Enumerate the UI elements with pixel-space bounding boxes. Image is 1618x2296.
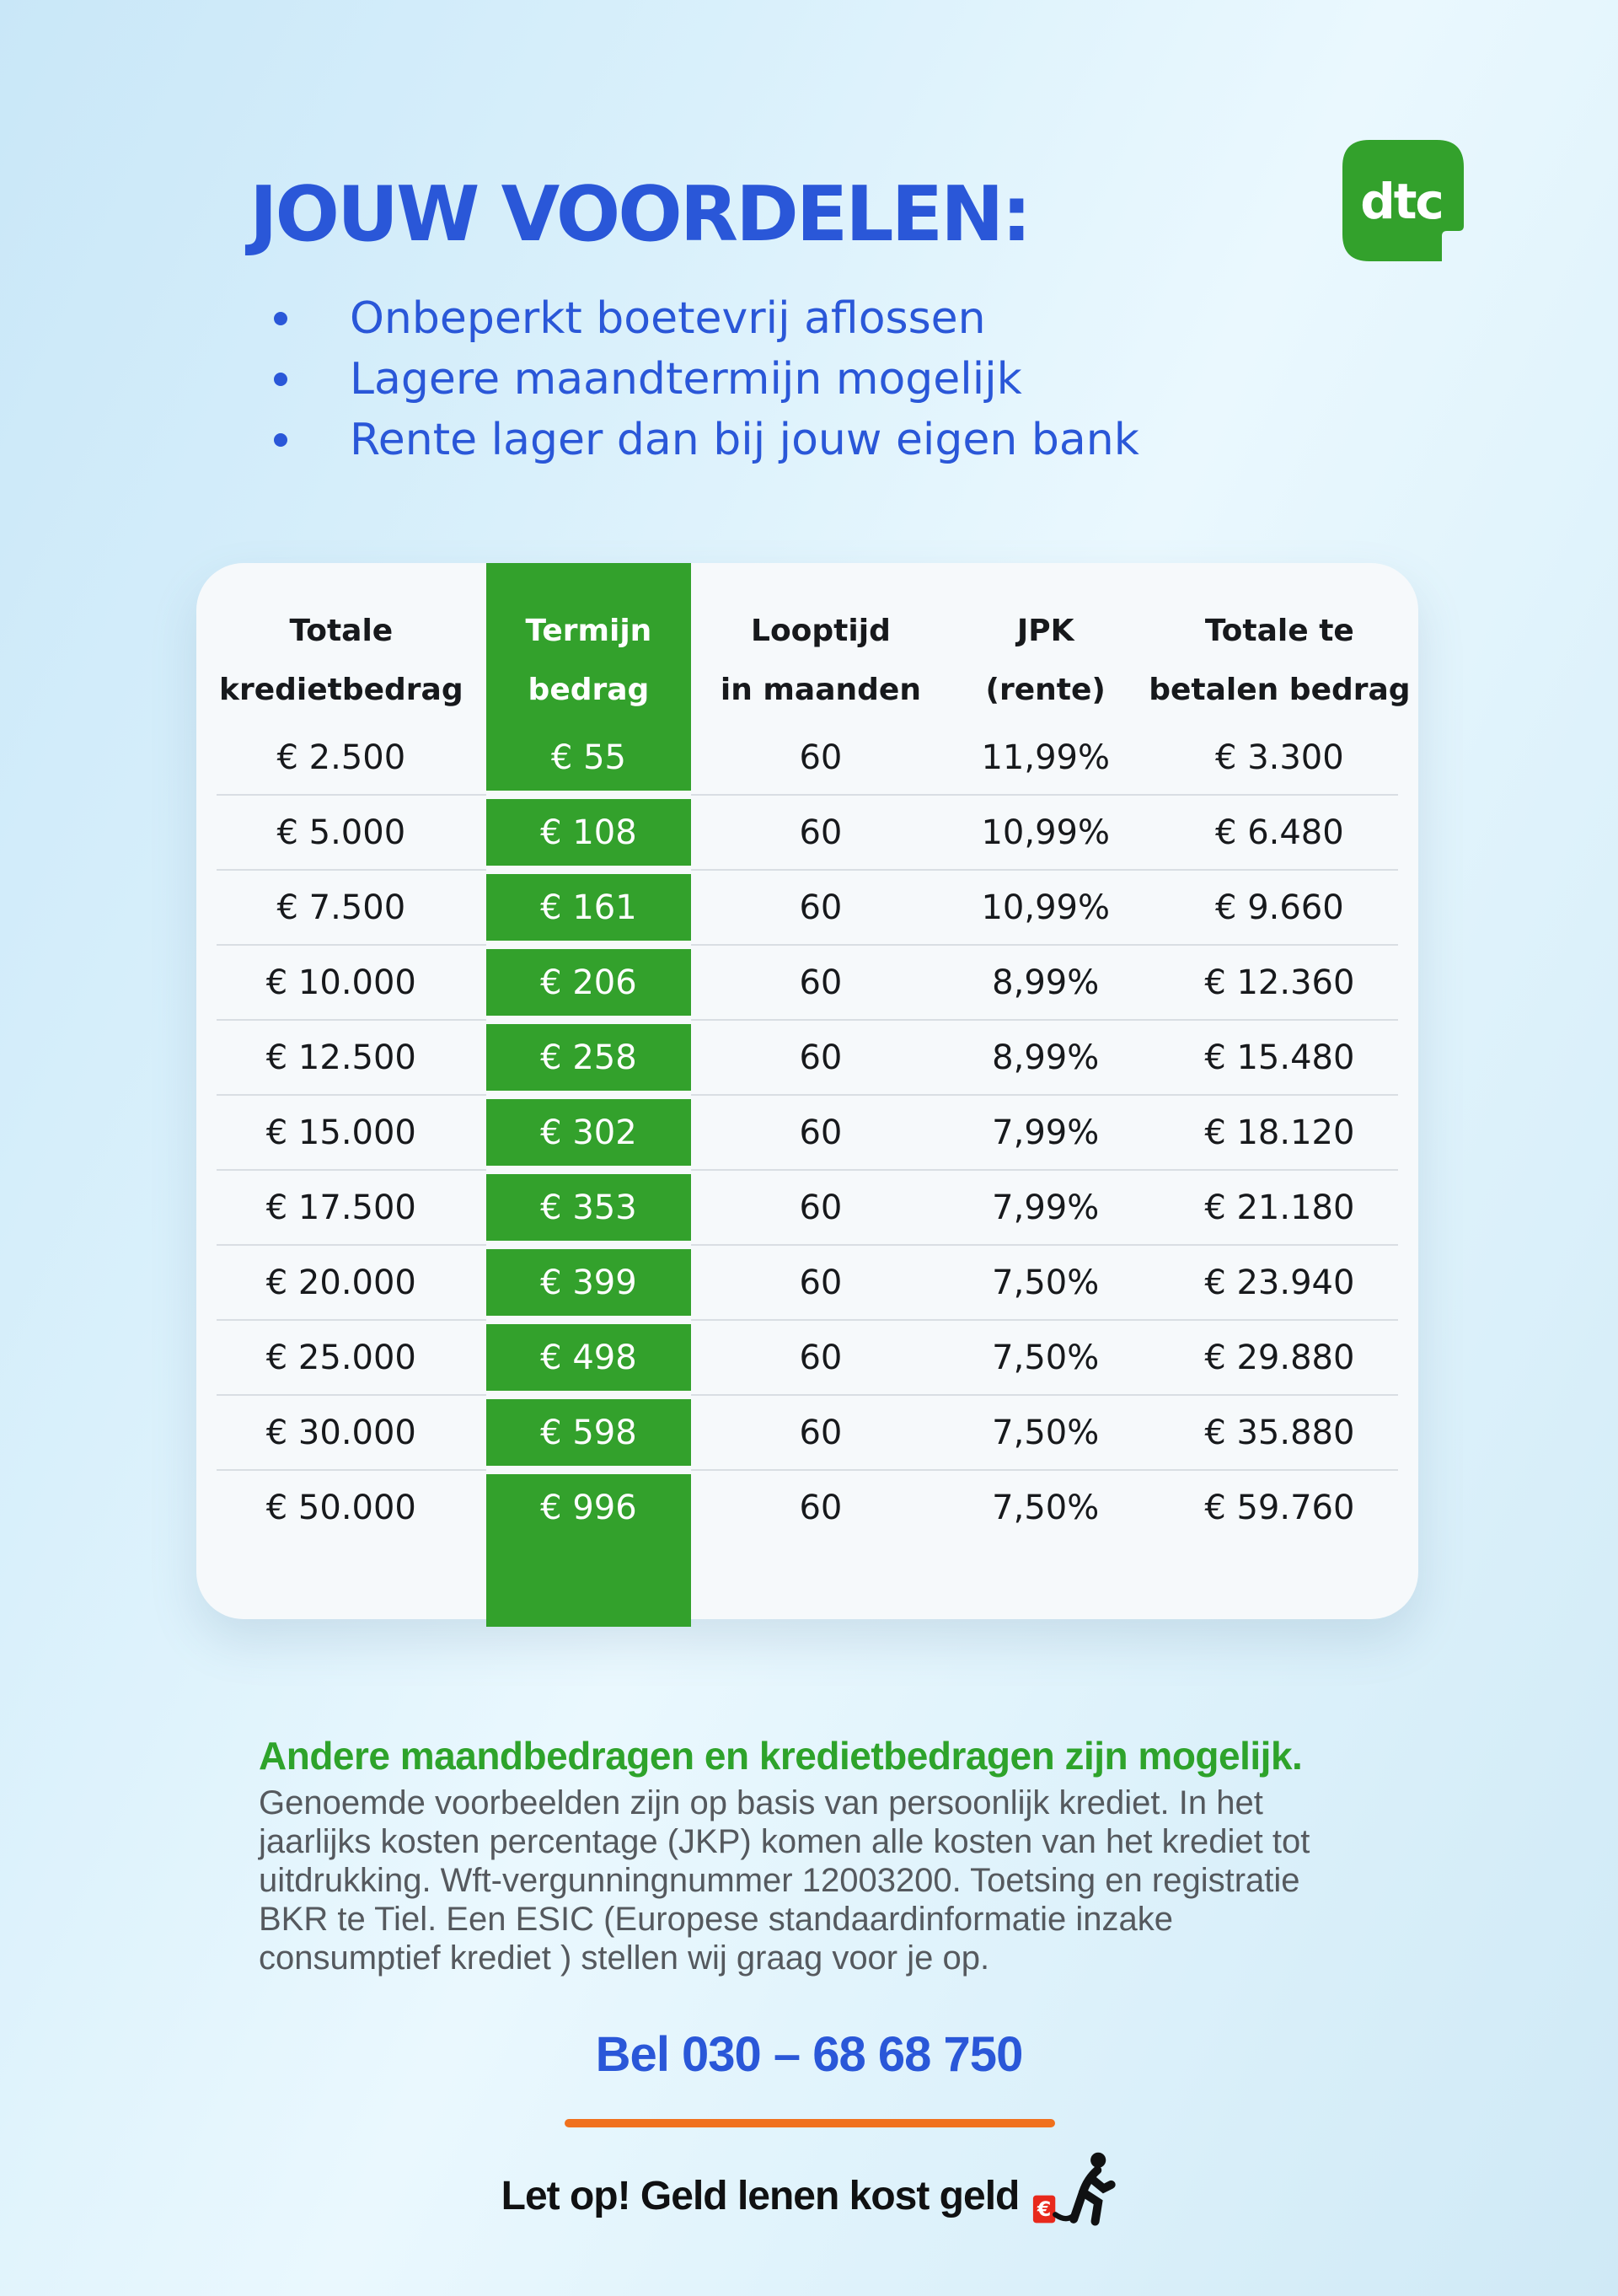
cell-totale-kredietbedrag: € 2.500 bbox=[276, 738, 406, 777]
cell-looptijd: 60 bbox=[799, 813, 843, 852]
benefit-label: Lagere maandtermijn mogelijk bbox=[350, 354, 1022, 405]
person-dragging-weight-icon bbox=[1032, 2149, 1117, 2227]
cell-jpk-rente: 7,99% bbox=[992, 1113, 1100, 1152]
table-row bbox=[196, 1320, 1418, 1395]
cell-totale-kredietbedrag: € 20.000 bbox=[265, 1263, 416, 1302]
header-line: JPK bbox=[1016, 614, 1074, 648]
disclaimer-line: Genoemde voorbeelden zijn op basis van persoonlijk krediet. In het bbox=[259, 1784, 1263, 1821]
dtc-logo bbox=[1342, 140, 1464, 261]
header-line: Termijn bbox=[525, 614, 652, 648]
bullet-dot-icon bbox=[274, 373, 287, 386]
benefit-label: Onbeperkt boetevrij aflossen bbox=[350, 293, 986, 344]
cell-termijnbedrag: € 996 bbox=[540, 1488, 637, 1527]
cell-jpk-rente: 8,99% bbox=[992, 963, 1100, 1002]
table-row bbox=[196, 1245, 1418, 1320]
table-row bbox=[196, 945, 1418, 1020]
cell-totale-te-betalen: € 3.300 bbox=[1215, 738, 1344, 777]
bullet-dot-icon bbox=[274, 312, 287, 325]
table-header-row bbox=[196, 563, 1418, 720]
benefit-label: Rente lager dan bij jouw eigen bank bbox=[350, 415, 1139, 465]
benefit-item bbox=[274, 410, 1139, 470]
table-body bbox=[196, 720, 1418, 1545]
cell-jpk-rente: 11,99% bbox=[981, 738, 1110, 777]
credit-warning-text: Let op! Geld lenen kost geld bbox=[501, 2174, 1020, 2218]
geld-lenen-kost-geld-icon bbox=[1032, 2149, 1117, 2230]
cell-totale-te-betalen: € 21.180 bbox=[1204, 1188, 1355, 1227]
cell-totale-te-betalen: € 23.940 bbox=[1204, 1263, 1355, 1302]
cell-totale-kredietbedrag: € 15.000 bbox=[265, 1113, 416, 1152]
cell-termijnbedrag: € 598 bbox=[540, 1413, 637, 1452]
cell-jpk-rente: 10,99% bbox=[981, 813, 1110, 852]
cell-totale-kredietbedrag: € 17.500 bbox=[265, 1188, 416, 1227]
table-row bbox=[196, 795, 1418, 870]
cell-totale-te-betalen: € 12.360 bbox=[1204, 963, 1355, 1002]
dtc-logo-text: dtc bbox=[1360, 173, 1443, 230]
cell-termijnbedrag: € 55 bbox=[550, 738, 626, 777]
cell-termijnbedrag: € 498 bbox=[540, 1338, 637, 1377]
header-looptijd bbox=[691, 602, 950, 720]
table-row bbox=[196, 1095, 1418, 1170]
other-amounts-subheading: Andere maandbedragen en kredietbedragen zijn mogelijk. bbox=[259, 1734, 1303, 1778]
header-line: (rente) bbox=[985, 673, 1106, 707]
cell-jpk-rente: 7,50% bbox=[992, 1488, 1100, 1527]
cell-termijnbedrag: € 258 bbox=[540, 1038, 637, 1077]
cell-looptijd: 60 bbox=[799, 738, 843, 777]
disclaimer-line: jaarlijks kosten percentage (JKP) komen alle kosten van het krediet tot bbox=[259, 1823, 1310, 1860]
disclaimer-text bbox=[259, 1784, 1310, 1977]
benefits-list bbox=[274, 288, 1139, 470]
header-totale-te-betalen bbox=[1141, 602, 1418, 720]
cell-totale-kredietbedrag: € 5.000 bbox=[276, 813, 406, 852]
cell-looptijd: 60 bbox=[799, 1488, 843, 1527]
cell-totale-kredietbedrag: € 30.000 bbox=[265, 1413, 416, 1452]
cell-looptijd: 60 bbox=[799, 888, 843, 927]
cell-termijnbedrag: € 399 bbox=[540, 1263, 637, 1302]
header-line: Looptijd bbox=[751, 614, 891, 648]
cell-totale-te-betalen: € 29.880 bbox=[1204, 1338, 1355, 1377]
cell-jpk-rente: 8,99% bbox=[992, 1038, 1100, 1077]
header-jpk-rente bbox=[951, 602, 1141, 720]
cell-looptijd: 60 bbox=[799, 963, 843, 1002]
table-row bbox=[196, 1170, 1418, 1245]
cell-totale-kredietbedrag: € 7.500 bbox=[276, 888, 406, 927]
header-line: Totale te bbox=[1204, 614, 1354, 648]
cell-termijnbedrag: € 302 bbox=[540, 1113, 637, 1152]
dtc-logo-icon bbox=[1342, 140, 1464, 261]
cell-looptijd: 60 bbox=[799, 1188, 843, 1227]
cell-totale-te-betalen: € 59.760 bbox=[1204, 1488, 1355, 1527]
euro-symbol: € bbox=[1037, 2197, 1052, 2222]
phone-underline-decoration bbox=[565, 2119, 1055, 2127]
page-title: JOUW VOORDELEN: bbox=[249, 170, 1030, 259]
header-totale-kredietbedrag bbox=[196, 602, 486, 720]
phone-cta[interactable]: Bel 030 – 68 68 750 bbox=[595, 2027, 1023, 2082]
person-head bbox=[1090, 2153, 1106, 2168]
rates-table bbox=[196, 563, 1418, 1619]
disclaimer-line: consumptief krediet ) stellen wij graag voor je op. bbox=[259, 1939, 990, 1977]
header-line: Totale bbox=[289, 614, 394, 648]
cell-jpk-rente: 7,99% bbox=[992, 1188, 1100, 1227]
header-line: betalen bedrag bbox=[1149, 673, 1411, 707]
cell-totale-kredietbedrag: € 50.000 bbox=[265, 1488, 416, 1527]
cell-looptijd: 60 bbox=[799, 1413, 843, 1452]
cell-termijnbedrag: € 353 bbox=[540, 1188, 637, 1227]
rates-table-card bbox=[196, 563, 1418, 1619]
cell-totale-te-betalen: € 35.880 bbox=[1204, 1413, 1355, 1452]
cell-termijnbedrag: € 161 bbox=[540, 888, 637, 927]
cell-termijnbedrag: € 108 bbox=[540, 813, 637, 852]
cell-totale-te-betalen: € 15.480 bbox=[1204, 1038, 1355, 1077]
cell-looptijd: 60 bbox=[799, 1263, 843, 1302]
header-line: bedrag bbox=[528, 673, 650, 707]
cell-totale-kredietbedrag: € 10.000 bbox=[265, 963, 416, 1002]
disclaimer-line: uitdrukking. Wft-vergunningnummer 12003200. Toetsing en registratie bbox=[259, 1862, 1300, 1899]
benefit-item bbox=[274, 288, 1139, 349]
cell-jpk-rente: 7,50% bbox=[992, 1263, 1100, 1302]
benefit-item bbox=[274, 349, 1139, 410]
cell-totale-kredietbedrag: € 25.000 bbox=[265, 1338, 416, 1377]
person-figure bbox=[1074, 2170, 1112, 2222]
table-row bbox=[196, 1470, 1418, 1545]
header-line: kredietbedrag bbox=[219, 673, 463, 707]
cell-jpk-rente: 10,99% bbox=[981, 888, 1110, 927]
credit-warning bbox=[0, 2149, 1618, 2230]
table-row bbox=[196, 1020, 1418, 1095]
cell-totale-kredietbedrag: € 12.500 bbox=[265, 1038, 416, 1077]
cell-totale-te-betalen: € 9.660 bbox=[1215, 888, 1344, 927]
disclaimer-line: BKR te Tiel. Een ESIC (Europese standaardinformatie inzake bbox=[259, 1901, 1173, 1938]
table-row bbox=[196, 1395, 1418, 1470]
table-row bbox=[196, 870, 1418, 945]
cell-totale-te-betalen: € 18.120 bbox=[1204, 1113, 1355, 1152]
bullet-dot-icon bbox=[274, 433, 287, 447]
cell-termijnbedrag: € 206 bbox=[540, 963, 637, 1002]
cell-jpk-rente: 7,50% bbox=[992, 1338, 1100, 1377]
cell-looptijd: 60 bbox=[799, 1338, 843, 1377]
table-row bbox=[196, 720, 1418, 795]
cell-looptijd: 60 bbox=[799, 1113, 843, 1152]
header-termijnbedrag bbox=[486, 602, 692, 720]
header-line: in maanden bbox=[720, 673, 921, 707]
cell-looptijd: 60 bbox=[799, 1038, 843, 1077]
cell-totale-te-betalen: € 6.480 bbox=[1215, 813, 1344, 852]
cell-jpk-rente: 7,50% bbox=[992, 1413, 1100, 1452]
